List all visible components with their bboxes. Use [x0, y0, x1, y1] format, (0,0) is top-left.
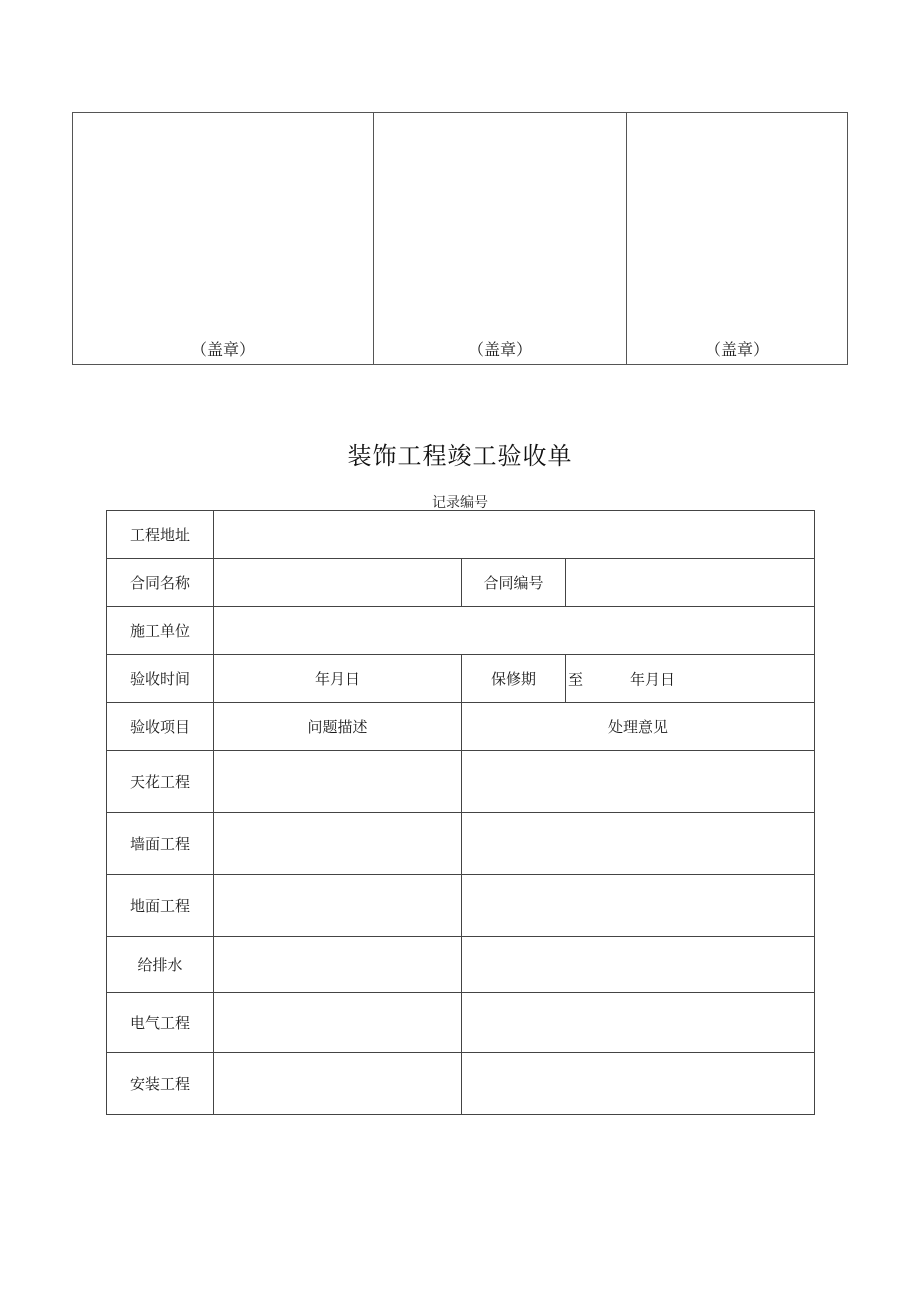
- warranty-label: 保修期: [462, 655, 566, 703]
- issue-field[interactable]: [214, 937, 462, 993]
- header-opinion: 处理意见: [462, 703, 815, 751]
- contract-number-field[interactable]: [566, 559, 815, 607]
- acceptance-form-table: [106, 510, 815, 1115]
- record-number-label: 记录编号: [432, 495, 488, 511]
- address-label: 工程地址: [107, 511, 214, 559]
- header-issue: 问题描述: [214, 703, 462, 751]
- item-label: 天花工程: [107, 751, 214, 813]
- seal-cell-1: （盖章）: [73, 113, 374, 365]
- opinion-field[interactable]: [462, 937, 815, 993]
- issue-field[interactable]: [214, 875, 462, 937]
- contractor-field[interactable]: [214, 607, 815, 655]
- opinion-field[interactable]: [462, 875, 815, 937]
- warranty-date-placeholder: 年月日: [630, 670, 676, 688]
- contractor-label: 施工单位: [107, 607, 214, 655]
- issue-field[interactable]: [214, 993, 462, 1053]
- item-label: 地面工程: [107, 875, 214, 937]
- warranty-date-field[interactable]: [566, 655, 815, 703]
- warranty-to-label: 至: [568, 670, 584, 688]
- opinion-field[interactable]: [462, 813, 815, 875]
- seal-table: [72, 112, 848, 365]
- issue-field[interactable]: [214, 1053, 462, 1115]
- acceptance-date-field[interactable]: 年月日: [214, 655, 462, 703]
- opinion-field[interactable]: [462, 751, 815, 813]
- header-item: 验收项目: [107, 703, 214, 751]
- contract-number-label: 合同编号: [462, 559, 566, 607]
- issue-field[interactable]: [214, 813, 462, 875]
- acceptance-time-label: 验收时间: [107, 655, 214, 703]
- item-label: 安装工程: [107, 1053, 214, 1115]
- item-label: 墙面工程: [107, 813, 214, 875]
- item-label: 给排水: [107, 937, 214, 993]
- issue-field[interactable]: [214, 751, 462, 813]
- document-title: 装饰工程竣工验收单: [347, 442, 573, 470]
- seal-cell-2: （盖章）: [374, 113, 627, 365]
- contract-name-field[interactable]: [214, 559, 462, 607]
- contract-name-label: 合同名称: [107, 559, 214, 607]
- item-label: 电气工程: [107, 993, 214, 1053]
- opinion-field[interactable]: [462, 993, 815, 1053]
- opinion-field[interactable]: [462, 1053, 815, 1115]
- address-field[interactable]: [214, 511, 815, 559]
- seal-cell-3: （盖章）: [627, 113, 848, 365]
